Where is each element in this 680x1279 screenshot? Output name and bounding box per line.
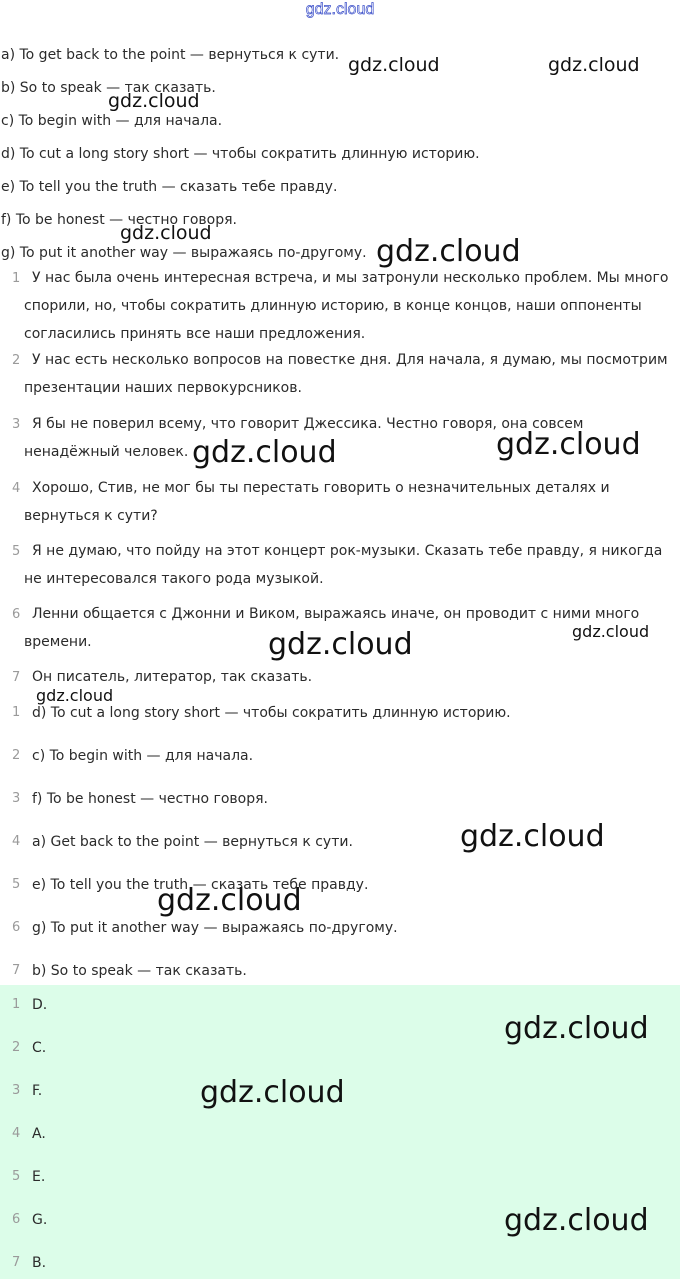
item-number: 5 xyxy=(12,877,21,892)
phrase-item: d) To cut a long story short — чтобы сократить длинную историю. xyxy=(1,146,480,162)
item-number: 5 xyxy=(12,544,21,559)
item-number: 2 xyxy=(12,748,21,763)
watermark: gdz.cloud xyxy=(572,622,650,641)
answer-text: C. xyxy=(32,1040,47,1056)
match-text: b) So to speak — так сказать. xyxy=(32,963,247,979)
answer-text: D. xyxy=(32,997,48,1013)
translation-text: Я не думаю, что пойду на этот концерт рок-музыки. Сказать тебе правду, я никогда не интересовался такого рода музыкой. xyxy=(24,543,663,587)
item-number: 6 xyxy=(12,920,21,935)
match-text: a) Get back to the point — вернуться к сути. xyxy=(32,834,353,850)
item-number: 6 xyxy=(12,1212,21,1227)
translation-text: Я бы не поверил всему, что говорит Джессика. Честно говоря, она совсем ненадёжный человек. xyxy=(24,416,584,460)
item-number: 7 xyxy=(12,670,21,685)
answer-text: G. xyxy=(32,1212,48,1228)
phrase-item: e) To tell you the truth — сказать тебе правду. xyxy=(1,179,338,195)
translation-text: У нас есть несколько вопросов на повестке дня. Для начала, я думаю, мы посмотрим презентации наших первокурсников. xyxy=(24,352,668,396)
item-number: 3 xyxy=(12,417,21,432)
item-number: 1 xyxy=(12,705,21,720)
watermark: gdz.cloud xyxy=(548,54,640,76)
phrase-item: a) To get back to the point — вернуться к сути. xyxy=(1,47,340,63)
phrase-item: c) To begin with — для начала. xyxy=(1,113,223,129)
item-number: 7 xyxy=(12,1255,21,1270)
match-text: e) To tell you the truth — сказать тебе правду. xyxy=(32,877,369,893)
translation-text: У нас была очень интересная встреча, и мы затронули несколько проблем. Мы много спорили, но, чтобы сократить длинную историю, в конце концов, наши оппоненты согласились принять все наши предложения. xyxy=(24,270,669,342)
item-number: 7 xyxy=(12,963,21,978)
site-logo[interactable]: gdz.cloud xyxy=(305,1,375,18)
answer-text: A. xyxy=(32,1126,46,1142)
item-number: 1 xyxy=(12,271,21,286)
item-number: 5 xyxy=(12,1169,21,1184)
match-text: d) To cut a long story short — чтобы сократить длинную историю. xyxy=(32,705,511,721)
answer-text: B. xyxy=(32,1255,47,1271)
item-number: 2 xyxy=(12,353,21,368)
answer-text: F. xyxy=(32,1083,43,1099)
watermark: gdz.cloud xyxy=(36,686,114,705)
watermark: gdz.cloud xyxy=(504,1203,649,1238)
match-text: c) To begin with — для начала. xyxy=(32,748,254,764)
watermark: gdz.cloud xyxy=(496,427,641,462)
translation-text: Он писатель, литератор, так сказать. xyxy=(32,669,313,685)
match-text: f) To be honest — честно говоря. xyxy=(32,791,268,807)
watermark: gdz.cloud xyxy=(376,234,521,269)
answer-text: E. xyxy=(32,1169,46,1185)
item-number: 3 xyxy=(12,1083,21,1098)
watermark: gdz.cloud xyxy=(192,435,337,470)
watermark: gdz.cloud xyxy=(108,90,200,112)
translation-text: Ленни общается с Джонни и Виком, выражаясь иначе, он проводит с ними много времени. xyxy=(24,606,640,650)
watermark: gdz.cloud xyxy=(504,1011,649,1046)
match-text: g) To put it another way — выражаясь по-другому. xyxy=(32,920,398,936)
watermark: gdz.cloud xyxy=(157,883,302,918)
item-number: 3 xyxy=(12,791,21,806)
watermark: gdz.cloud xyxy=(120,222,212,244)
watermark: gdz.cloud xyxy=(268,627,413,662)
translation-text: Хорошо, Стив, не мог бы ты перестать говорить о незначительных деталях и вернуться к сути? xyxy=(24,480,610,524)
watermark: gdz.cloud xyxy=(460,819,605,854)
item-number: 4 xyxy=(12,834,21,849)
watermark: gdz.cloud xyxy=(200,1075,345,1110)
phrase-item: b) So to speak — так сказать. xyxy=(1,80,216,96)
item-number: 2 xyxy=(12,1040,21,1055)
item-number: 4 xyxy=(12,1126,21,1141)
item-number: 6 xyxy=(12,607,21,622)
item-number: 4 xyxy=(12,481,21,496)
phrase-item: g) To put it another way — выражаясь по-другому. xyxy=(1,245,367,261)
watermark: gdz.cloud xyxy=(348,54,440,76)
item-number: 1 xyxy=(12,997,21,1012)
phrase-item: f) To be honest — честно говоря. xyxy=(1,212,237,228)
